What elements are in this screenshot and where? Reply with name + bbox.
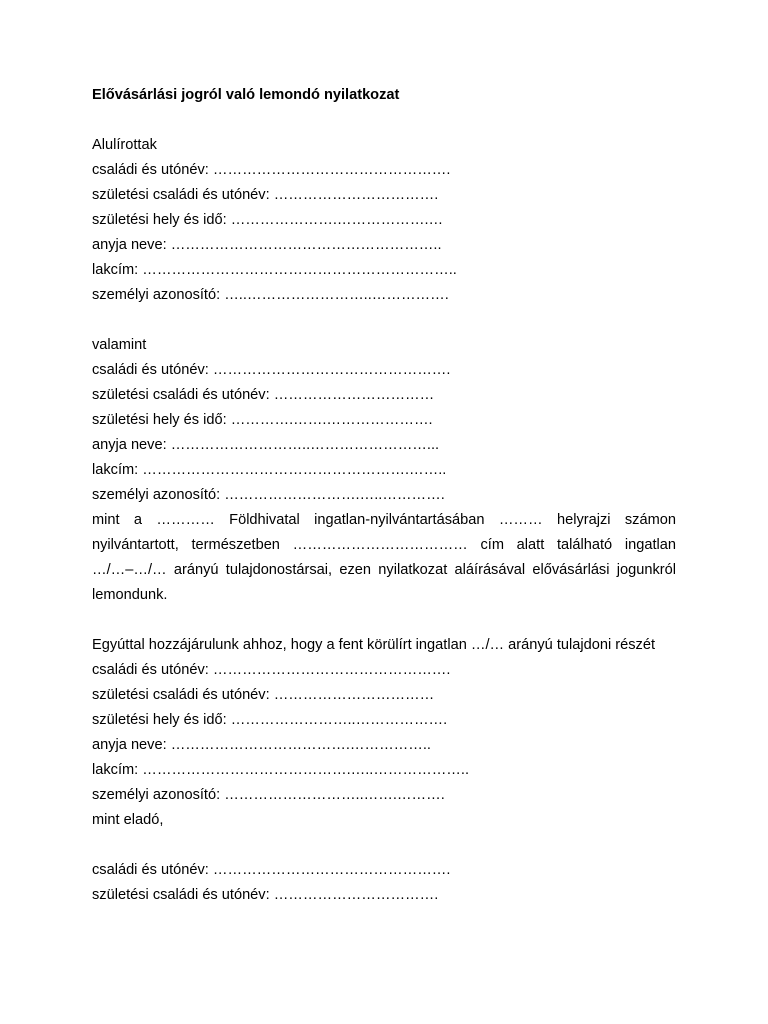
- spacer: [92, 308, 676, 333]
- spacer: [92, 608, 676, 633]
- person2-birth-place-date-field: születési hely és idő: ………….…….………………….: [92, 412, 433, 428]
- seller-birth-place-date-field: születési hely és idő: ……………………..……………….: [92, 712, 448, 728]
- document-page: [92, 83, 676, 908]
- seller-birth-name-field: születési családi és utónév: ……………………………: [92, 687, 435, 703]
- spacer: [92, 108, 676, 133]
- buyer-birth-name-field: születési családi és utónév: …………………………….: [92, 887, 439, 903]
- connector-text: valamint: [92, 337, 147, 353]
- seller-name-field: családi és utónév: ………………………………………….: [92, 662, 451, 678]
- person2-address-field: lakcím: ……………………………………………….……..: [92, 462, 447, 478]
- person2-name-field: családi és utónév: ………………………………………….: [92, 362, 451, 378]
- seller-role-text: mint eladó,: [92, 812, 164, 828]
- person1-mother-name-field: anyja neve: ………………………………………………..: [92, 237, 442, 253]
- person1-birth-place-date-field: születési hely és idő: ………………….……………….…: [92, 212, 444, 228]
- consent-paragraph: Egyúttal hozzájárulunk ahhoz, hogy a fent körülírt ingatlan …/… arányú tulajdoni részét: [92, 637, 655, 653]
- person2-id-field: személyi azonosító: ……………………….…..………….: [92, 487, 445, 503]
- person1-birth-name-field: születési családi és utónév: …………………………….: [92, 187, 439, 203]
- person2-birth-name-field: születési családi és utónév: ……………………………: [92, 387, 435, 403]
- intro-text: Alulírottak: [92, 137, 157, 153]
- seller-mother-name-field: anyja neve: ……………………………….……………..: [92, 737, 431, 753]
- document-title: Elővásárlási jogról való lemondó nyilatkozat: [92, 87, 400, 103]
- spacer: [92, 833, 676, 858]
- person2-mother-name-field: anyja neve: ………………………..……………………...: [92, 437, 440, 453]
- person1-id-field: személyi azonosító: …..……………………..…………….: [92, 287, 449, 303]
- waiver-paragraph: mint a ………… Földhivatal ingatlan-nyilvántartásában ……… helyrajzi számon nyilvántartott, természetben ……………………………… cím alatt található ingatlan …/…–…/… arányú tulajdonostársai, ezen nyilatkozat aláírásával elővásárlási jogunkról lemondunk.: [92, 512, 676, 603]
- seller-address-field: lakcím: …………………………………….…..………………..: [92, 762, 470, 778]
- person1-name-field: családi és utónév: ………………………………………….: [92, 162, 451, 178]
- buyer-name-field: családi és utónév: ………………………………………….: [92, 862, 451, 878]
- person1-address-field: lakcím: ………………………………………………………..: [92, 262, 457, 278]
- seller-id-field: személyi azonosító: ………………………..…….……….: [92, 787, 445, 803]
